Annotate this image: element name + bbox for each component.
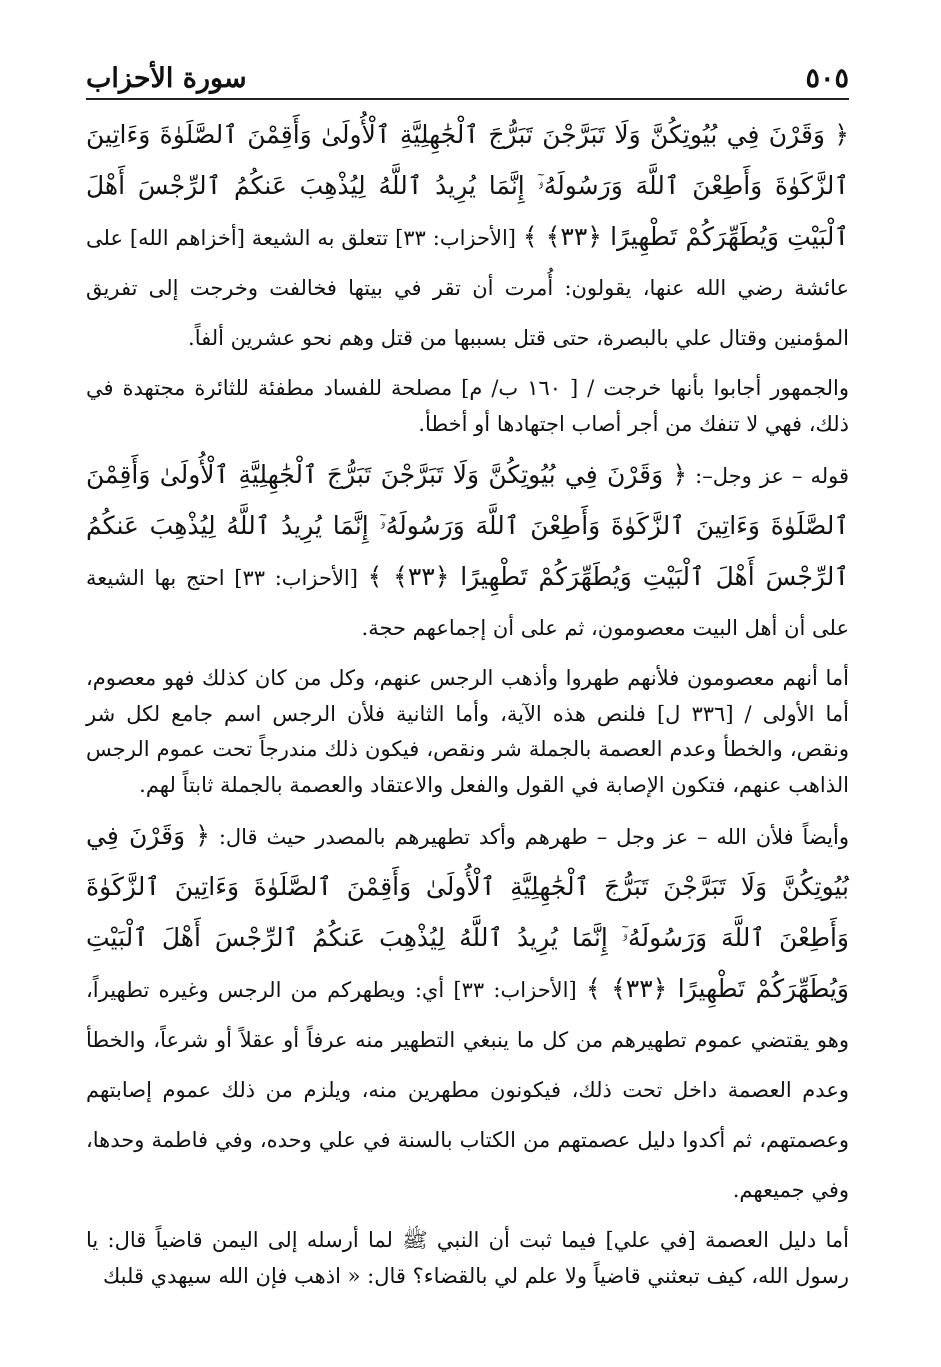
page-header xyxy=(86,46,849,100)
paragraph-intro: قوله – عز وجل–: xyxy=(695,464,849,488)
quran-verse: ﴿ وَقَرْنَ فِي بُيُوتِكُنَّ وَلَا تَبَرَّجْنَ تَبَرُّجَ ٱلْجَٰهِلِيَّةِ ٱلْأُولَىٰ وَأَقِمْنَ ٱلصَّلَوٰةَ وَءَاتِينَ ٱلزَّكَوٰةَ وَأَطِعْنَ ٱللَّهَ وَرَسُولَهُۥٓ إِنَّمَا يُرِيدُ ٱللَّهُ لِيُذْهِبَ عَنكُمُ ٱلرِّجْسَ أَهْلَ ٱلْبَيْتِ وَيُطَهِّرَكُمْ تَطْهِيرًا ﴿٣٣﴾ ﴾ xyxy=(86,120,849,251)
paragraph-6 xyxy=(86,1223,849,1294)
paragraph-text: والجمهور أجابوا بأنها خرجت / [ ١٦٠ ب/ م] مصلحة للفساد مطفئة للثائرة مجتهدة في ذلك، فهي لا تنفك من أجر أصاب اجتهادها أو أخطأ. xyxy=(86,376,850,436)
quran-verse: ﴿ وَقَرْنَ فِي بُيُوتِكُنَّ وَلَا تَبَرَّجْنَ تَبَرُّجَ ٱلْجَٰهِلِيَّةِ ٱلْأُولَىٰ وَأَقِمْنَ ٱلصَّلَوٰةَ وَءَاتِينَ ٱلزَّكَوٰةَ وَأَطِعْنَ ٱللَّهَ وَرَسُولَهُۥٓ إِنَّمَا يُرِيدُ ٱللَّهُ لِيُذْهِبَ عَنكُمُ ٱلرِّجْسَ أَهْلَ ٱلْبَيْتِ وَيُطَهِّرَكُمْ تَطْهِيرًا ﴿٣٣﴾ ﴾ xyxy=(86,460,849,591)
quran-verse: ﴿ وَقَرْنَ فِي بُيُوتِكُنَّ وَلَا تَبَرَّجْنَ تَبَرُّجَ ٱلْجَٰهِلِيَّةِ ٱلْأُولَىٰ وَأَقِمْنَ ٱلصَّلَوٰةَ وَءَاتِينَ ٱلزَّكَوٰةَ وَأَطِعْنَ ٱللَّهَ وَرَسُولَهُۥٓ إِنَّمَا يُرِيدُ ٱللَّهُ لِيُذْهِبَ عَنكُمُ ٱلرِّجْسَ أَهْلَ ٱلْبَيْتِ وَيُطَهِّرَكُمْ تَطْهِيرًا ﴿٣٣﴾ ﴾ xyxy=(86,821,849,1003)
paragraph-4 xyxy=(86,661,849,803)
paragraph-1 xyxy=(86,110,849,363)
page-body xyxy=(86,110,849,1294)
paragraph-5 xyxy=(86,811,849,1215)
paragraph-intro: وأيضاً فلأن الله – عز وجل – طهرهم وأكد تطهيرهم بالمصدر حيث قال: xyxy=(218,825,849,849)
paragraph-text: أما أنهم معصومون فلأنهم طهروا وأذهب الرجس عنهم، وكل من كان كذلك فهو معصوم، أما الأولى / [٣٣٦ ل] فلنص هذه الآية، وأما الثانية فلأن الرجس اسم جامع لكل شر ونقص، والخطأ وعدم العصمة بالجملة شر ونقص، فيكون ذلك مندرجاً تحت عموم الرجس الذاهب عنهم، فتكون الإصابة في القول والفعل والاعتقاد والعصمة بالجملة ثابتاً لهم. xyxy=(86,666,849,797)
paragraph-3 xyxy=(86,450,849,653)
paragraph-text: [الأحزاب: ٣٣] أي: ويطهركم من الرجس وغيره تطهيراً، وهو يقتضي عموم تطهيرهم من كل ما ينبغي التطهير منه عرفاً أو عقلاً أو شرعاً، والخطأ وعدم العصمة داخل تحت ذلك، فيكونون مطهرين منه، ويلزم من ذلك عموم إصابتهم وعصمتهم، ثم أكدوا دليل عصمتهم من الكتاب بالسنة في علي وحده، وفي فاطمة وحدها، وفي جميعهم. xyxy=(86,978,849,1202)
paragraph-text: [الأحزاب: ٣٣] احتج بها الشيعة على أن أهل البيت معصومون، ثم على أن إجماعهم حجة. xyxy=(86,566,849,640)
paragraph-text: أما دليل العصمة [في علي] فيما ثبت أن النبي ﷺ لما أرسله إلى اليمن قاضياً قال: يا رسول الله، كيف تبعثني قاضياً ولا علم لي بالقضاء؟ قال: « اذهب فإن الله سيهدي قلبك xyxy=(86,1228,849,1288)
surah-title: سورة الأحزاب xyxy=(86,63,247,94)
paragraph-2 xyxy=(86,371,849,442)
page-number: ٥٠٥ xyxy=(805,63,849,94)
paragraph-text: [الأحزاب: ٣٣] تتعلق به الشيعة [أخزاهم الله] على عائشة رضي الله عنها، يقولون: أُمرت أن تقر في بيتها فخالفت وخرجت إلى تفريق المؤمنين وقتال علي بالبصرة، حتى قتل بسببها من قتل وهم نحو عشرين ألفاً. xyxy=(86,226,849,350)
